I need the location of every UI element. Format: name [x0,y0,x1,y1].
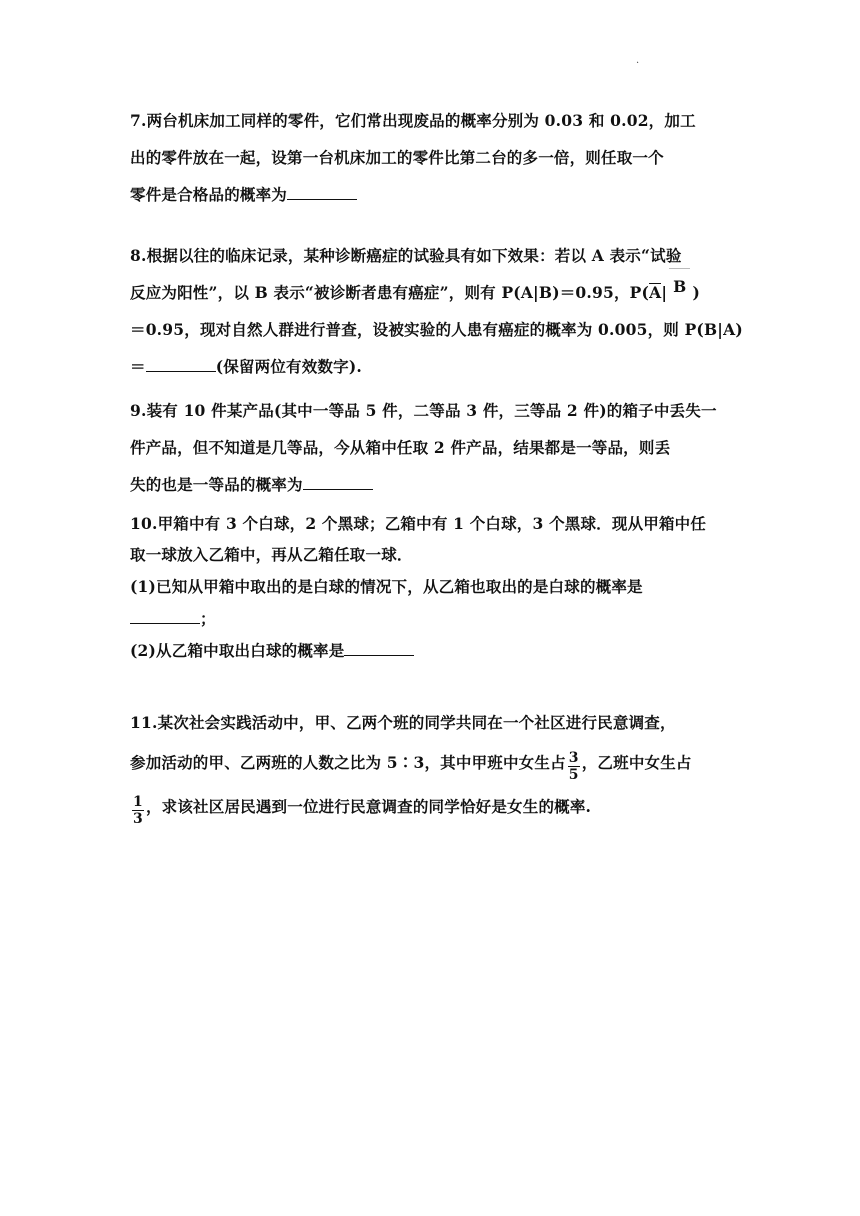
q8-line2 [130,274,735,311]
question-9 [130,392,735,503]
q10-line4-post: ； [200,609,216,628]
question-8 [130,237,743,385]
q7-line2: 出的零件放在一起，设第一台机床加工的零件比第二台的多一倍，则任取一个 [130,148,664,167]
answer-blank[interactable] [303,488,373,490]
a-complement: A [649,283,662,302]
q10-line2: 取一球放入乙箱中，再从乙箱任取一球． [130,545,413,564]
q8-line4-post: (保留两位有效数字). [215,357,362,376]
q7-line1: 7.两台机床加工同样的零件，它们常出现废品的概率分别为 0.03 和 0.02，加工 [130,111,696,130]
frac1-numerator: 3 [568,749,579,766]
b-label [667,274,692,311]
q8-line1: 8.根据以往的临床记录，某种诊断癌症的试验具有如下效果：若以 A 表示“试验 [130,246,682,265]
q8-line2-post: ) [692,283,701,302]
frac2-denominator: 3 [133,810,143,827]
answer-blank[interactable] [130,622,200,624]
question-11 [130,704,735,829]
answer-blank[interactable] [146,370,216,372]
q9-line3 [130,466,735,503]
q10-line4 [130,606,735,632]
page-mark: · [636,58,640,69]
q10-line5 [130,638,735,664]
frac2-numerator: 1 [133,793,143,810]
question-7 [130,102,735,213]
q9-line1: 9.装有 10 件某产品(其中一等品 5 件，二等品 3 件，三等品 2 件)的箱子中丢失一 [130,401,717,420]
q11-line2 [130,741,735,785]
q10-line1: 10.甲箱中有 3 个白球，2 个黑球；乙箱中有 1 个白球，3 个黑球．现从甲箱中任 [130,514,707,533]
q11-line3-post: ，求该社区居民遇到一位进行民意调查的同学恰好是女生的概率. [145,797,592,816]
q8-line2-pre: 反应为阳性”，以 B 表示“被诊断者患有癌症”，则有 P(A|B)＝0.95，P( [130,283,650,302]
answer-blank[interactable] [287,198,357,200]
q11-line2-pre: 参加活动的甲、乙两班的人数之比为 5∶3，其中甲班中女生占 [130,753,566,772]
q11-line2-post: ，乙班中女生占 [581,753,692,772]
q8-bar: | [661,283,668,302]
q8-line3: ＝0.95，现对自然人群进行普查，设被实验的人患有癌症的概率为 0.005，则 P(B|A) [130,320,743,339]
fraction-three-fifths [568,750,580,783]
q7-line3 [130,176,735,213]
question-10 [130,505,735,664]
q10-line5-text: (2)从乙箱中取出白球的概率是 [130,641,345,660]
q11-line1: 11.某次社会实践活动中，甲、乙两个班的同学共同在一个社区进行民意调查， [130,713,676,732]
q7-line3-text: 零件是合格品的概率为 [130,185,288,204]
q8-line4-pre: ＝ [130,357,146,376]
q8-line4 [130,348,735,385]
frac1-denominator: 5 [568,766,579,783]
answer-blank[interactable] [344,654,414,656]
b-label-text: B [673,277,687,296]
fraction-one-third [132,794,144,827]
q9-line2: 件产品，但不知道是几等品，今从箱中任取 2 件产品，结果都是一等品，则丢 [130,438,671,457]
q11-line3 [130,785,735,829]
q10-line3: (1)已知从甲箱中取出的是白球的情况下，从乙箱也取出的是白球的概率是 [130,577,643,596]
q9-line3-text: 失的也是一等品的概率为 [130,475,303,494]
